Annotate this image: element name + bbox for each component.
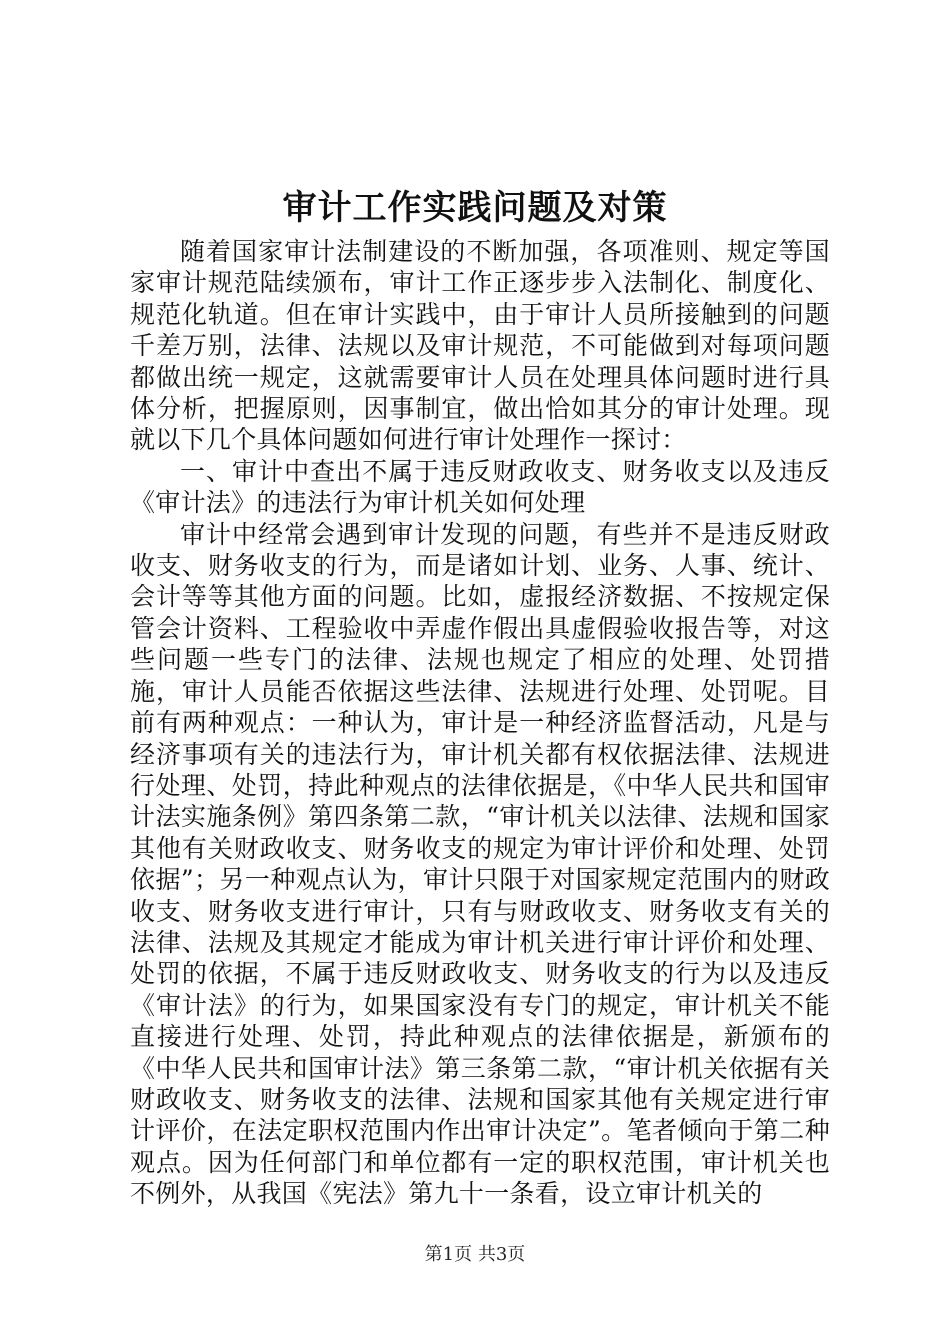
document-body [130, 236, 830, 1210]
page-number-footer: 第1页 共3页 [424, 1244, 526, 1265]
document-title: 审计工作实践问题及对策 [282, 188, 668, 228]
body-paragraph: 审计中经常会遇到审计发现的问题，有些并不是违反财政收支、财务收支的行为，而是诸如计划、业务、人事、统计、会计等等其他方面的问题。比如，虚报经济数据、不按规定保管会计资料、工程验收中弄虚作假出具虚假验收报告等，对这些问题一些专门的法律、法规也规定了相应的处理、处罚措施，审计人员能否依据这些法律、法规进行处理、处罚呢。目前有两种观点：一种认为，审计是一种经济监督活动，凡是与经济事项有关的违法行为，审计机关都有权依据法律、法规进行处理、处罚，持此种观点的法律依据是，《中华人民共和国审计法实施条例》第四条第二款，“审计机关以法律、法规和国家其他有关财政收支、财务收支的规定为审计评价和处理、处罚依据”；另一种观点认为，审计只限于对国家规定范围内的财政收支、财务收支进行审计，只有与财政收支、财务收支有关的法律、法规及其规定才能成为审计机关进行审计评价和处理、处罚的依据，不属于违反财政收支、财务收支的行为以及违反《审计法》的行为，如果国家没有专门的规定，审计机关不能直接进行处理、处罚，持此种观点的法律依据是，新颁布的《中华人民共和国审计法》第三条第二款，“审计机关依据有关财政收支、财务收支的法律、法规和国家其他有关规定进行审计评价，在法定职权范围内作出审计决定”。笔者倾向于第二种观点。因为任何部门和单位都有一定的职权范围，审计机关也不例外，从我国《宪法》第九十一条看，设立审计机关的 [130, 519, 830, 1209]
body-paragraph: 随着国家审计法制建设的不断加强，各项准则、规定等国家审计规范陆续颁布，审计工作正逐步步入法制化、制度化、规范化轨道。但在审计实践中，由于审计人员所接触到的问题千差万别，法律、法规以及审计规范，不可能做到对每项问题都做出统一规定，这就需要审计人员在处理具体问题时进行具体分析，把握原则，因事制宜，做出恰如其分的审计处理。现就以下几个具体问题如何进行审计处理作一探讨： [130, 237, 830, 455]
section-heading-paragraph: 一、审计中查出不属于违反财政收支、财务收支以及违反《审计法》的违法行为审计机关如何处理 [130, 456, 830, 518]
